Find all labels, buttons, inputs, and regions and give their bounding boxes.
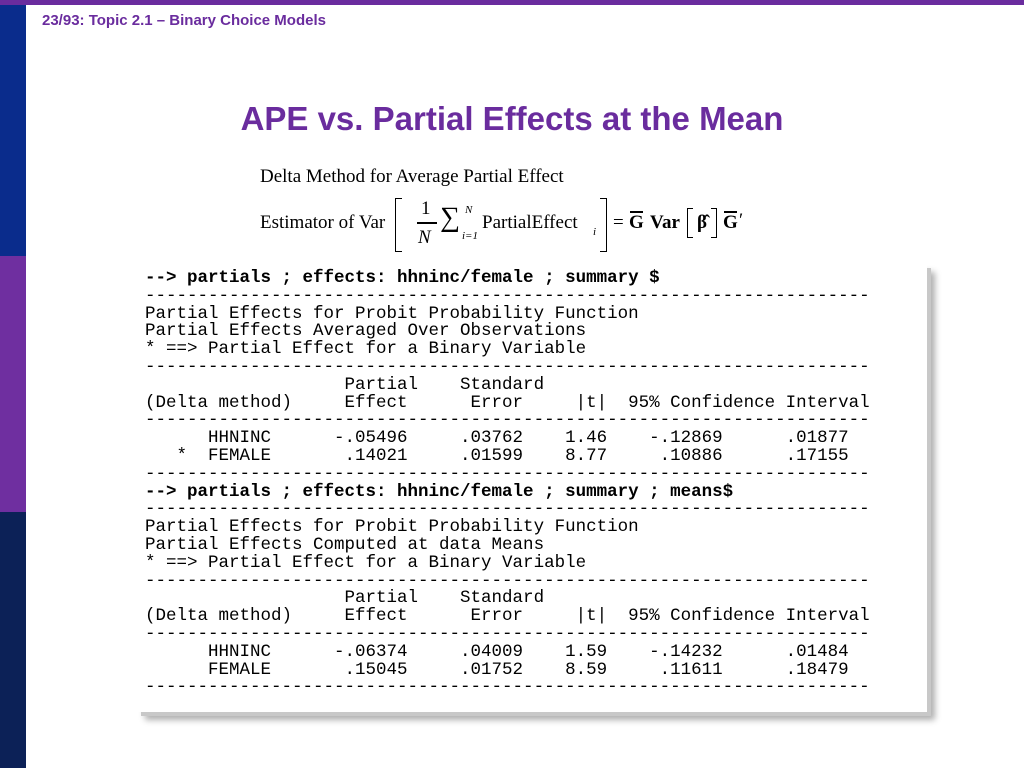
slide-title: APE vs. Partial Effects at the Mean: [240, 100, 784, 137]
slide-subtitle: Delta Method for Average Partial Effect: [260, 166, 564, 187]
sidebar-segment-navy: [0, 512, 26, 768]
console-line: HHNINC -.06374 .04009 1.59 -.14232 .01484: [145, 641, 849, 662]
formula-fraction-line: [417, 222, 437, 224]
console-command-line: --> partials ; effects: hhninc/female ; summary ; means$: [145, 481, 734, 502]
console-line: ---------------------------------------------------------------------: [145, 623, 870, 644]
formula-denominator: N: [418, 227, 431, 248]
top-accent-bar: [0, 0, 1024, 5]
console-line: Partial Effects for Probit Probability Function: [145, 517, 639, 538]
formula-left-bracket-1: [395, 198, 402, 252]
formula-right-bracket-1: [600, 198, 607, 252]
console-line: Partial Effects for Probit Probability Function: [145, 303, 639, 324]
console-line: ---------------------------------------------------------------------: [145, 285, 870, 306]
formula-right-bracket-2: [711, 208, 717, 238]
formula-numerator: 1: [421, 198, 431, 219]
console-command-line: --> partials ; effects: hhninc/female ; summary $: [145, 268, 660, 288]
formula-left-bracket-2: [687, 208, 693, 238]
variance-formula: [260, 198, 760, 254]
formula-beta: β̂: [697, 212, 708, 233]
formula-prefix: Estimator of Var: [260, 212, 386, 233]
console-line: ---------------------------------------------------------------------: [145, 499, 870, 520]
formula-equals: =: [613, 212, 624, 233]
slide-header: 23/93: Topic 2.1 – Binary Choice Models: [42, 12, 326, 29]
console-line: FEMALE .15045 .01752 8.59 .11611 .18479: [145, 659, 849, 680]
console-line: Partial Standard: [145, 374, 545, 395]
console-line: ---------------------------------------------------------------------: [145, 410, 870, 431]
formula-term-subscript: i: [593, 226, 597, 238]
console-line: ---------------------------------------------------------------------: [145, 677, 870, 698]
console-line: ---------------------------------------------------------------------: [145, 356, 870, 377]
console-line: HHNINC -.05496 .03762 1.46 -.12869 .01877: [145, 428, 849, 449]
console-line: Partial Standard: [145, 588, 545, 609]
formula-var: Var: [650, 212, 680, 233]
formula-sum-symbol: ∑: [440, 202, 460, 233]
console-line: (Delta method) Effect Error |t| 95% Confidence Interval: [145, 392, 870, 413]
output-console-screenshot: [137, 264, 927, 712]
console-line: * ==> Partial Effect for a Binary Variable: [145, 552, 587, 573]
console-line: ---------------------------------------------------------------------: [145, 463, 870, 484]
console-line: (Delta method) Effect Error |t| 95% Confidence Interval: [145, 606, 870, 627]
console-line: Partial Effects Averaged Over Observations: [145, 321, 587, 342]
console-output: [145, 270, 920, 697]
formula-prime: ′: [739, 210, 744, 231]
formula-g-left: G: [629, 212, 644, 233]
formula-sum-upper: N: [465, 204, 473, 216]
console-line: * FEMALE .14021 .01599 8.77 .10886 .17155: [145, 445, 849, 466]
formula-term: PartialEffect: [482, 212, 578, 233]
sidebar-segment-purple: [0, 256, 26, 512]
console-line: * ==> Partial Effect for a Binary Variable: [145, 339, 587, 360]
formula-sum-lower: i=1: [462, 230, 478, 242]
formula-g-right: G: [723, 212, 738, 233]
console-line: ---------------------------------------------------------------------: [145, 570, 870, 591]
console-line: Partial Effects Computed at data Means: [145, 534, 545, 555]
